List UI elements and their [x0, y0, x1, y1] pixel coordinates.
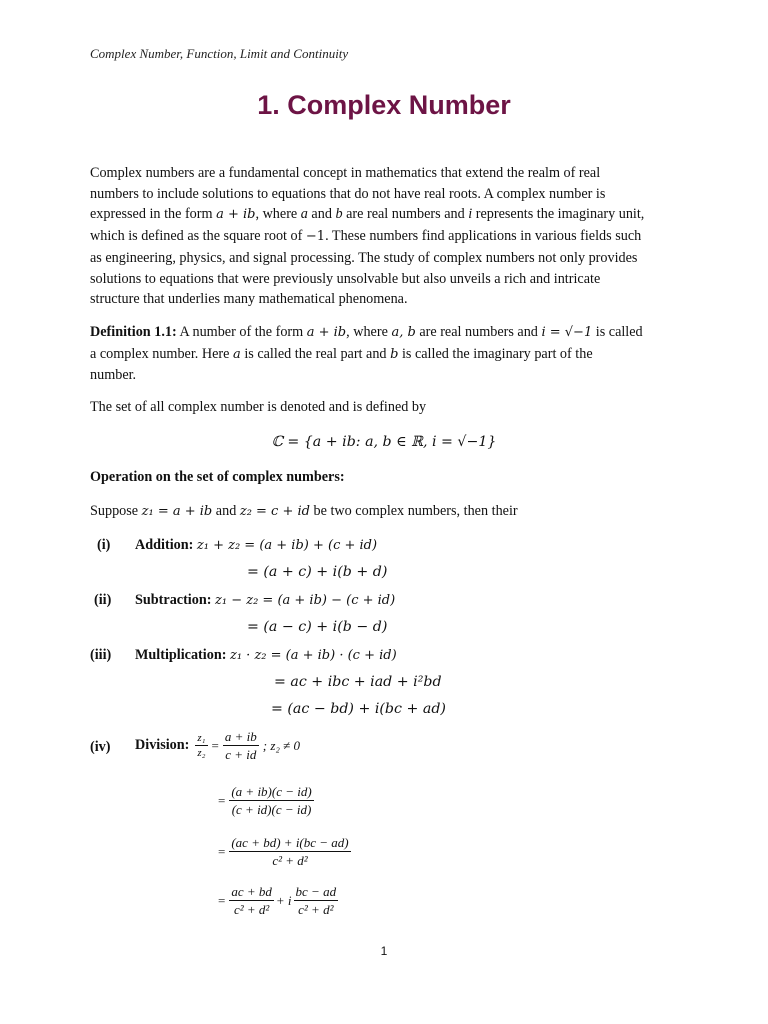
subtraction-line-2: = (a − c) + i(b − d) [247, 619, 388, 635]
item-number: (iv) [90, 739, 111, 755]
addition-line-2: = (a + c) + i(b + d) [247, 564, 388, 580]
set-formula: ℂ = {a + ib: a, b ∈ ℝ, i = √−1} [271, 434, 497, 450]
division-line-1: Division: $\frac{\text{z₁}}{\text{z₂}}$ = $\frac{a + ib}{c + id}$ ; z₂ ≠ 0 [135, 729, 301, 762]
fraction-real-part: $\frac{ac + bd}{\text{c² + d²}}$ [231, 884, 272, 917]
suppose-line: Suppose z₁ = a + ib and z₂ = c + id be two complex numbers, then their [90, 503, 518, 519]
fraction-conjugate: $\frac{(a + ib)(c - id)}{(c + id)(c - id)}$ [231, 784, 312, 817]
item-number: (iii) [90, 647, 112, 663]
fraction-expanded: $\frac{(ac + bd) + i(bc - ad)}{\text{c² + d²}}$ [231, 835, 349, 868]
fraction-z1-z2: $\frac{\text{z₁}}{\text{z₂}}$ [197, 732, 206, 759]
item-number: (i) [97, 537, 111, 553]
page-number: 1 [380, 944, 388, 958]
multiplication-line-2: = ac + ibc + iad + i²bd [274, 674, 442, 690]
division-line-2: = $\frac{(a + ib)(c - id)}{(c + id)(c - id)}$ [218, 784, 312, 817]
intro-line: Complex numbers are a fundamental concept in mathematics that extend the realm of real [90, 165, 601, 181]
intro-paragraph [90, 163, 678, 310]
intro-line: which is defined as the square root of −1. These numbers find applications in various fields such [90, 228, 642, 245]
division-line-3: = $\frac{(ac + bd) + i(bc - ad)}{\text{c² + d²}}$ [218, 835, 349, 868]
intro-line: as engineering, physics, and signal processing. The study of complex numbers not only provides [90, 249, 638, 266]
definition-line: Definition 1.1: A number of the form a + ib, where a, b are real numbers and i = √−1 is called [90, 324, 643, 340]
operations-heading: Operation on the set of complex numbers: [90, 469, 345, 485]
intro-line: structure that underlies many mathematical phenomena. [90, 291, 408, 308]
definition-line: number. [90, 367, 137, 384]
intro-line: expressed in the form a + ib, where a and b are real numbers and i represents the imaginary unit, [90, 206, 645, 223]
intro-line: numbers to include solutions to equations that do not have real roots. A complex number is [90, 185, 606, 202]
set-text: The set of all complex number is denoted and is defined by [90, 399, 427, 415]
fraction-division: $\frac{a + ib}{c + id}$ [224, 729, 257, 762]
definition-paragraph [90, 322, 678, 386]
item-number: (ii) [94, 592, 112, 608]
multiplication-line-3: = (ac − bd) + i(bc + ad) [271, 701, 446, 717]
multiplication-line-1: Multiplication: z₁ · z₂ = (a + ib) · (c + id) [135, 647, 397, 663]
fraction-imaginary-part: $\frac{bc - ad}{\text{c² + d²}}$ [295, 884, 337, 917]
section-title: 1. Complex Number [257, 90, 511, 120]
addition-line-1: Addition: z₁ + z₂ = (a + ib) + (c + id) [135, 537, 378, 553]
definition-line: a complex number. Here a is called the real part and b is called the imaginary part of the [90, 345, 593, 362]
running-header: Complex Number, Function, Limit and Continuity [90, 46, 349, 61]
division-line-4: = $\frac{ac + bd}{\text{c² + d²}}$ + i $\frac{bc - ad}{\text{c² + d²}}$ [218, 884, 337, 917]
intro-line: solutions to equations that were previously unsolvable but also unveils a rich and intricate [90, 270, 601, 287]
subtraction-line-1: Subtraction: z₁ − z₂ = (a + ib) − (c + id) [135, 592, 396, 608]
